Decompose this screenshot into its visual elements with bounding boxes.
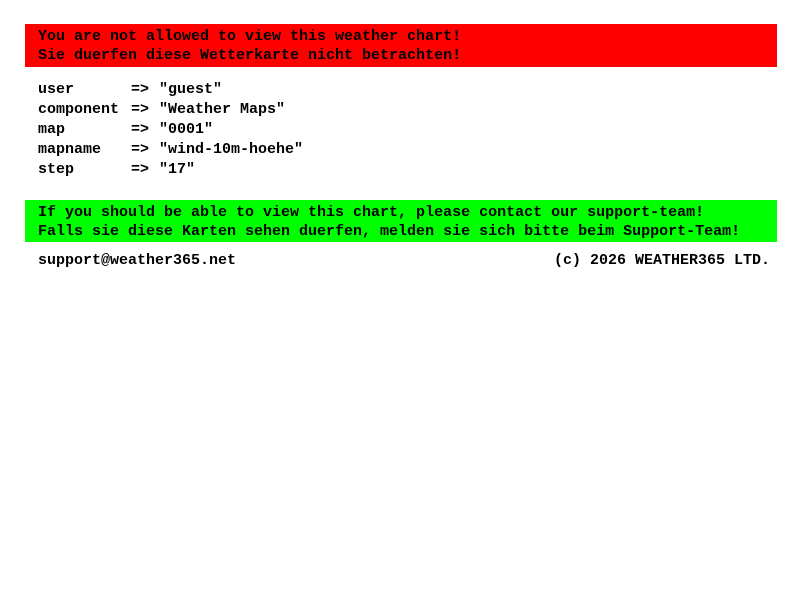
detail-value: "wind-10m-hoehe" xyxy=(159,141,304,158)
detail-row-map xyxy=(38,120,303,140)
detail-value: "Weather Maps" xyxy=(159,101,286,118)
contact-support-line-de: Falls sie diese Karten sehen duerfen, melden sie sich bitte beim Support-Team! xyxy=(38,223,741,240)
arrow-glyph: => xyxy=(131,121,150,138)
contact-support-banner xyxy=(25,200,777,242)
detail-key: step xyxy=(38,161,75,178)
access-denied-line-de: Sie duerfen diese Wetterkarte nicht betrachten! xyxy=(38,47,462,64)
arrow-glyph: => xyxy=(131,81,150,98)
arrow-glyph: => xyxy=(131,161,150,178)
access-denied-banner xyxy=(25,24,777,67)
detail-row-step xyxy=(38,160,303,180)
copyright-notice: (c) 2026 WEATHER365 LTD. xyxy=(553,252,770,269)
support-email: support@weather365.net xyxy=(38,252,237,269)
arrow-glyph: => xyxy=(131,101,150,118)
detail-row-mapname xyxy=(38,140,303,160)
detail-value: "17" xyxy=(159,161,196,178)
arrow-glyph: => xyxy=(131,141,150,158)
detail-row-component xyxy=(38,100,303,120)
detail-key: mapname xyxy=(38,141,102,158)
contact-support-line-en: If you should be able to view this chart, please contact our support-team! xyxy=(38,204,705,221)
detail-key: user xyxy=(38,81,75,98)
detail-key: component xyxy=(38,101,120,118)
request-details xyxy=(38,80,303,180)
footer xyxy=(38,251,770,270)
detail-row-user xyxy=(38,80,303,100)
detail-value: "guest" xyxy=(159,81,223,98)
detail-key: map xyxy=(38,121,66,138)
detail-value: "0001" xyxy=(159,121,214,138)
access-denied-line-en: You are not allowed to view this weather chart! xyxy=(38,28,462,45)
